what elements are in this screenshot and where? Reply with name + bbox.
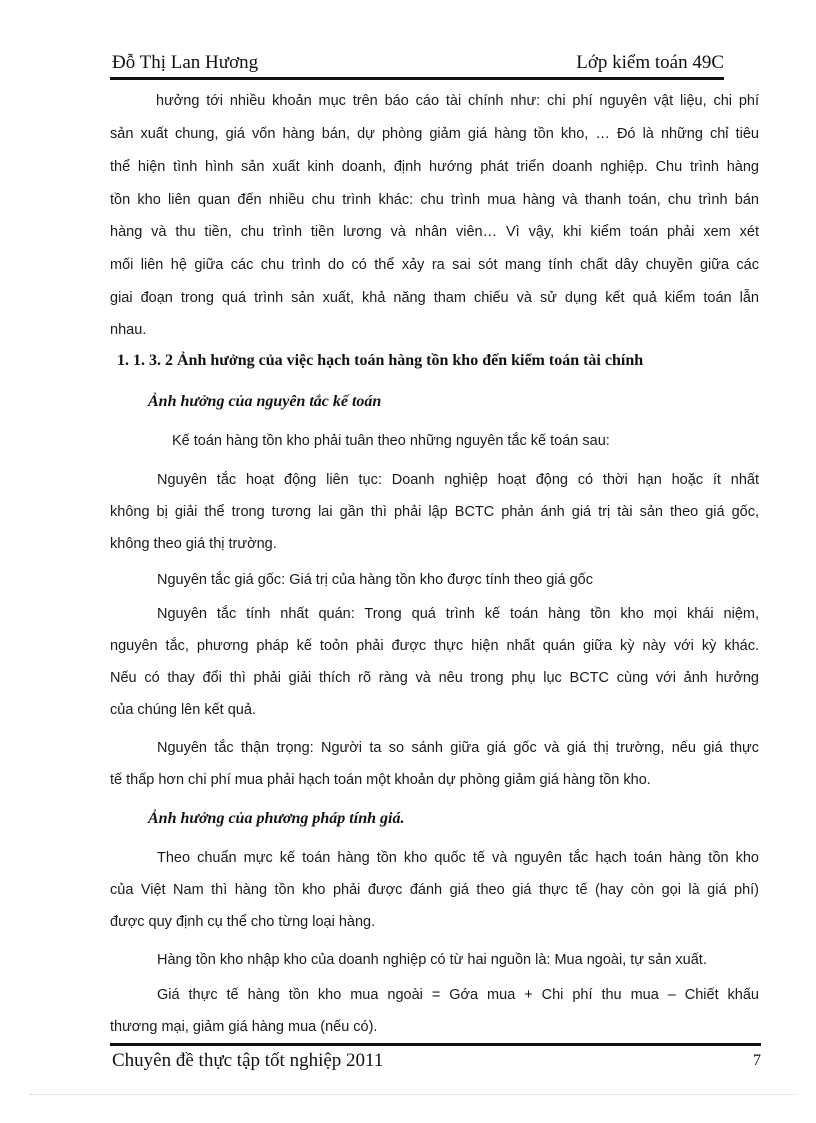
page-header — [110, 52, 724, 78]
body-line: sản xuất chung, giá vốn hàng bán, dự phòng giảm giá hàng tồn kho, … Đó là những chỉ tiêu — [110, 126, 759, 142]
subheading-valuation: Ảnh hưởng của phương pháp tính giá. — [148, 810, 405, 827]
body-line: tế thấp hơn chi phí mua phải hạch toán một khoản dự phòng giảm giá hàng tồn kho. — [110, 772, 651, 788]
subheading-principles: Ảnh hưởng của nguyên tắc kế toán — [148, 393, 382, 410]
body-line: hàng và thu tiền, chu trình tiền lương và nhân viên… Vì vậy, khi kiểm toán phải xem xét — [110, 224, 759, 240]
body-line: Kế toán hàng tồn kho phải tuân theo những nguyên tắc kế toán sau: — [172, 433, 610, 449]
body-line: thương mại, giảm giá hàng mua (nếu có). — [110, 1019, 378, 1035]
body-line: giai đoạn trong quá trình sản xuất, khả năng tham chiếu và sử dụng kết quả kiểm toán lẫn — [110, 290, 759, 306]
body-line: Hàng tồn kho nhập kho của doanh nghiệp có từ hai nguồn là: Mua ngoài, tự sản xuất. — [157, 952, 707, 968]
page-number: 7 — [753, 1052, 761, 1069]
body-line: không theo giá thị trường. — [110, 536, 277, 552]
body-line: nhau. — [110, 322, 147, 338]
body-line: Theo chuẩn mực kế toán hàng tồn kho quốc tế và nguyên tắc hạch toán hàng tồn kho — [157, 850, 759, 866]
body-line: hưởng tới nhiều khoản mục trên báo cáo tài chính như: chi phí nguyên vật liệu, chi phí — [156, 93, 759, 109]
body-line: Nếu có thay đổi thì phải giải thích rõ ràng và nêu trong phụ lục BCTC cùng với ảnh hưởng — [110, 670, 759, 686]
page-break-dotted-line — [30, 1094, 796, 1095]
body-line: thể hiện tình hình sản xuất kinh doanh, định hướng phát triển doanh nghiệp. Chu trình hàng — [110, 159, 759, 175]
body-line: Nguyên tắc giá gốc: Giá trị của hàng tồn kho được tính theo giá gốc — [157, 572, 593, 588]
body-line: Nguyên tắc hoạt động liên tục: Doanh nghiệp hoạt động có thời hạn hoặc ít nhất — [157, 472, 759, 488]
body-line: nguyên tắc, phương pháp kế toỏn phải được thực hiện nhất quán giữa kỳ này với kỳ khác. — [110, 638, 759, 654]
header-class: Lớp kiểm toán 49C — [576, 52, 724, 73]
body-line: Nguyên tắc tính nhất quán: Trong quá trình kế toán hàng tồn kho mọi khái niệm, — [157, 606, 759, 622]
body-line: mối liên hệ giữa các chu trình do có thể xảy ra sai sót mang tính chất dây chuyền giữa các — [110, 257, 759, 273]
body-line: tồn kho liên quan đến nhiều chu trình khác: chu trình mua hàng và thanh toán, chu trình bán — [110, 192, 759, 208]
section-heading: 1. 1. 3. 2 Ảnh hưởng của việc hạch toán hàng tồn kho đến kiểm toán tài chính — [117, 352, 644, 369]
footer-rule — [110, 1043, 761, 1046]
body-line: của chúng lên kết quả. — [110, 702, 256, 718]
body-line: Nguyên tắc thận trọng: Người ta so sánh giữa giá gốc và giá thị trường, nếu giá thực — [157, 740, 759, 756]
body-line: được quy định cụ thể cho từng loại hàng. — [110, 914, 376, 930]
body-line: Giá thực tế hàng tồn kho mua ngoài = Gớa mua + Chi phí thu mua – Chiết khấu — [157, 987, 759, 1003]
header-rule — [110, 77, 724, 80]
body-line: của Việt Nam thì hàng tồn kho phải được đánh giá theo giá thực tế (hay còn gọi là giá phí) — [110, 882, 759, 898]
footer-title: Chuyên đề thực tập tốt nghiệp 2011 — [112, 1050, 384, 1071]
header-author: Đỗ Thị Lan Hương — [112, 52, 259, 73]
body-line: không bị giải thể trong tương lai gần thì phải lập BCTC phản ánh giá trị tài sản theo giá gốc, — [110, 504, 759, 520]
